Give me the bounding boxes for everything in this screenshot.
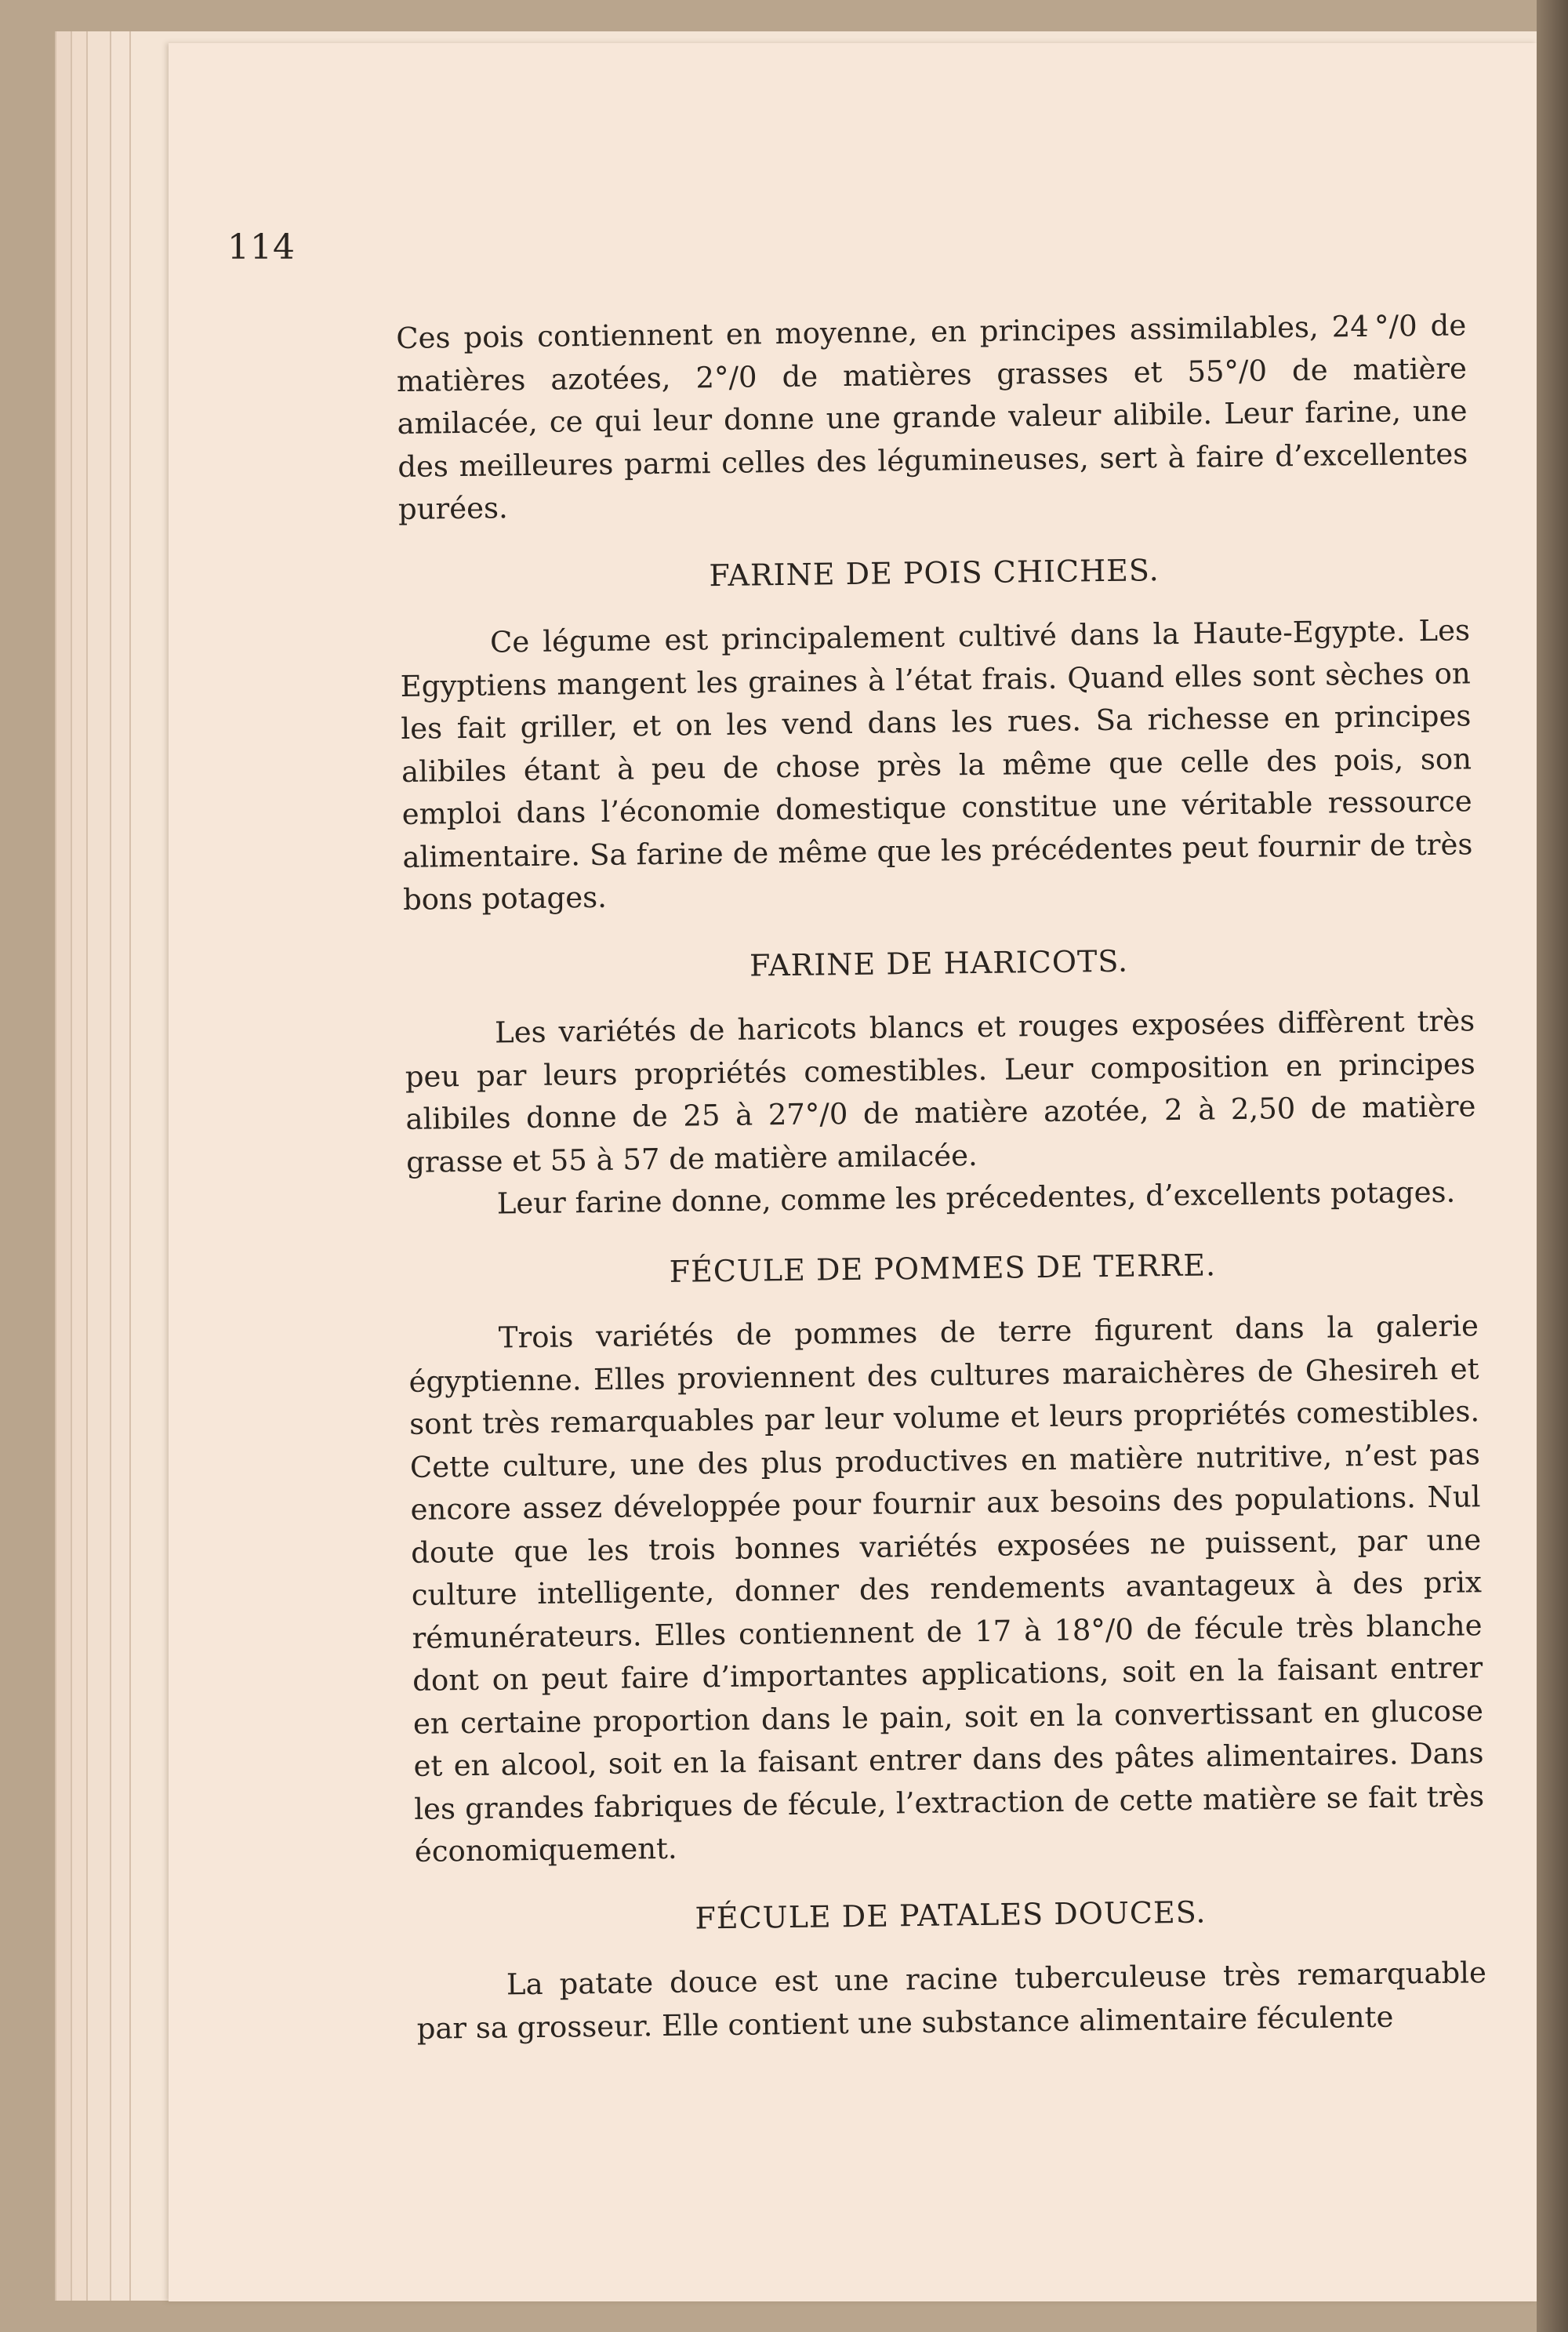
paragraph: Leur farine donne, comme les précedentes, d’excellents potages. xyxy=(496,1175,1456,1221)
paragraph: Ce légume est principalement cultivé dans la Haute-Egypte. Les Egyptiens mangent les graines à l’état frais. Quand elles sont sèches on les fait griller, et on les vend dans les rues. Sa richesse en principes alibiles étant à peu de chose près la même que celle des pois, son emploi dans l’économie domestique constitue une véritable ressource alimentaire. Sa farine de même que les précédentes peut fournir de très bons potages. xyxy=(400,613,1473,917)
intro-paragraph: Ces pois contiennent en moyenne, en principes assimilables, 24 °/0 de matières azotées, 2°/0 de matières grasses et 55°/0 de matière amilacée, ce qui leur donne une grande valeur alibile. Leur farine, une des meilleures parmi celles des légumineuses, sert à faire d’excellentes purées. xyxy=(396,308,1468,526)
section-heading-patates-douces: FÉCULE DE PATALES DOUCES. xyxy=(695,1894,1207,1935)
paragraph: Les variétés de haricots blancs et rouges exposées diffèrent très peu par leurs propriétés comestibles. Leur composition en principes alibiles donne de 25 à 27°/0 de matière azotée, 2 à 2,50 de matière grasse et 55 à 57 de matière amilacée. xyxy=(405,1004,1476,1179)
paragraph: La patate douce est une racine tuberculeuse très remarquable par sa grosseur. Elle contient une substance alimentaire féculente xyxy=(416,1956,1487,2046)
page-text xyxy=(396,304,1487,2050)
paragraph: Trois variétés de pommes de terre figurent dans la galerie égyptienne. Elles proviennent des cultures maraichères de Ghesireh et sont très remarquables par leur volume et leurs propriétés comestibles. Cette culture, une des plus productives en matière nutritive, n’est pas encore assez développée pour fournir aux besoins des populations. Nul doute que les trois bonnes variétés exposées ne puissent, par une culture intelligente, donner des rendements avantageux à des prix rémunérateurs. Elles contiennent de 17 à 18°/0 de fécule très blanche dont on peut faire d’importantes applications, soit en la faisant entrer en certaine proportion dans le pain, soit en la convertissant en glucose et en alcool, soit en la faisant entrer dans des pâtes alimentaires. Dans les grandes fabriques de fécule, l’extraction de cette matière se fait très économiquement. xyxy=(408,1309,1485,1869)
binding-shadow xyxy=(1537,0,1568,2332)
page-number: 114 xyxy=(227,227,296,267)
section-heading-pois-chiches: FARINE DE POIS CHICHES. xyxy=(709,552,1160,593)
section-heading-haricots: FARINE DE HARICOTS. xyxy=(749,943,1129,983)
section-heading-pommes-de-terre: FÉCULE DE POMMES DE TERRE. xyxy=(669,1247,1217,1289)
